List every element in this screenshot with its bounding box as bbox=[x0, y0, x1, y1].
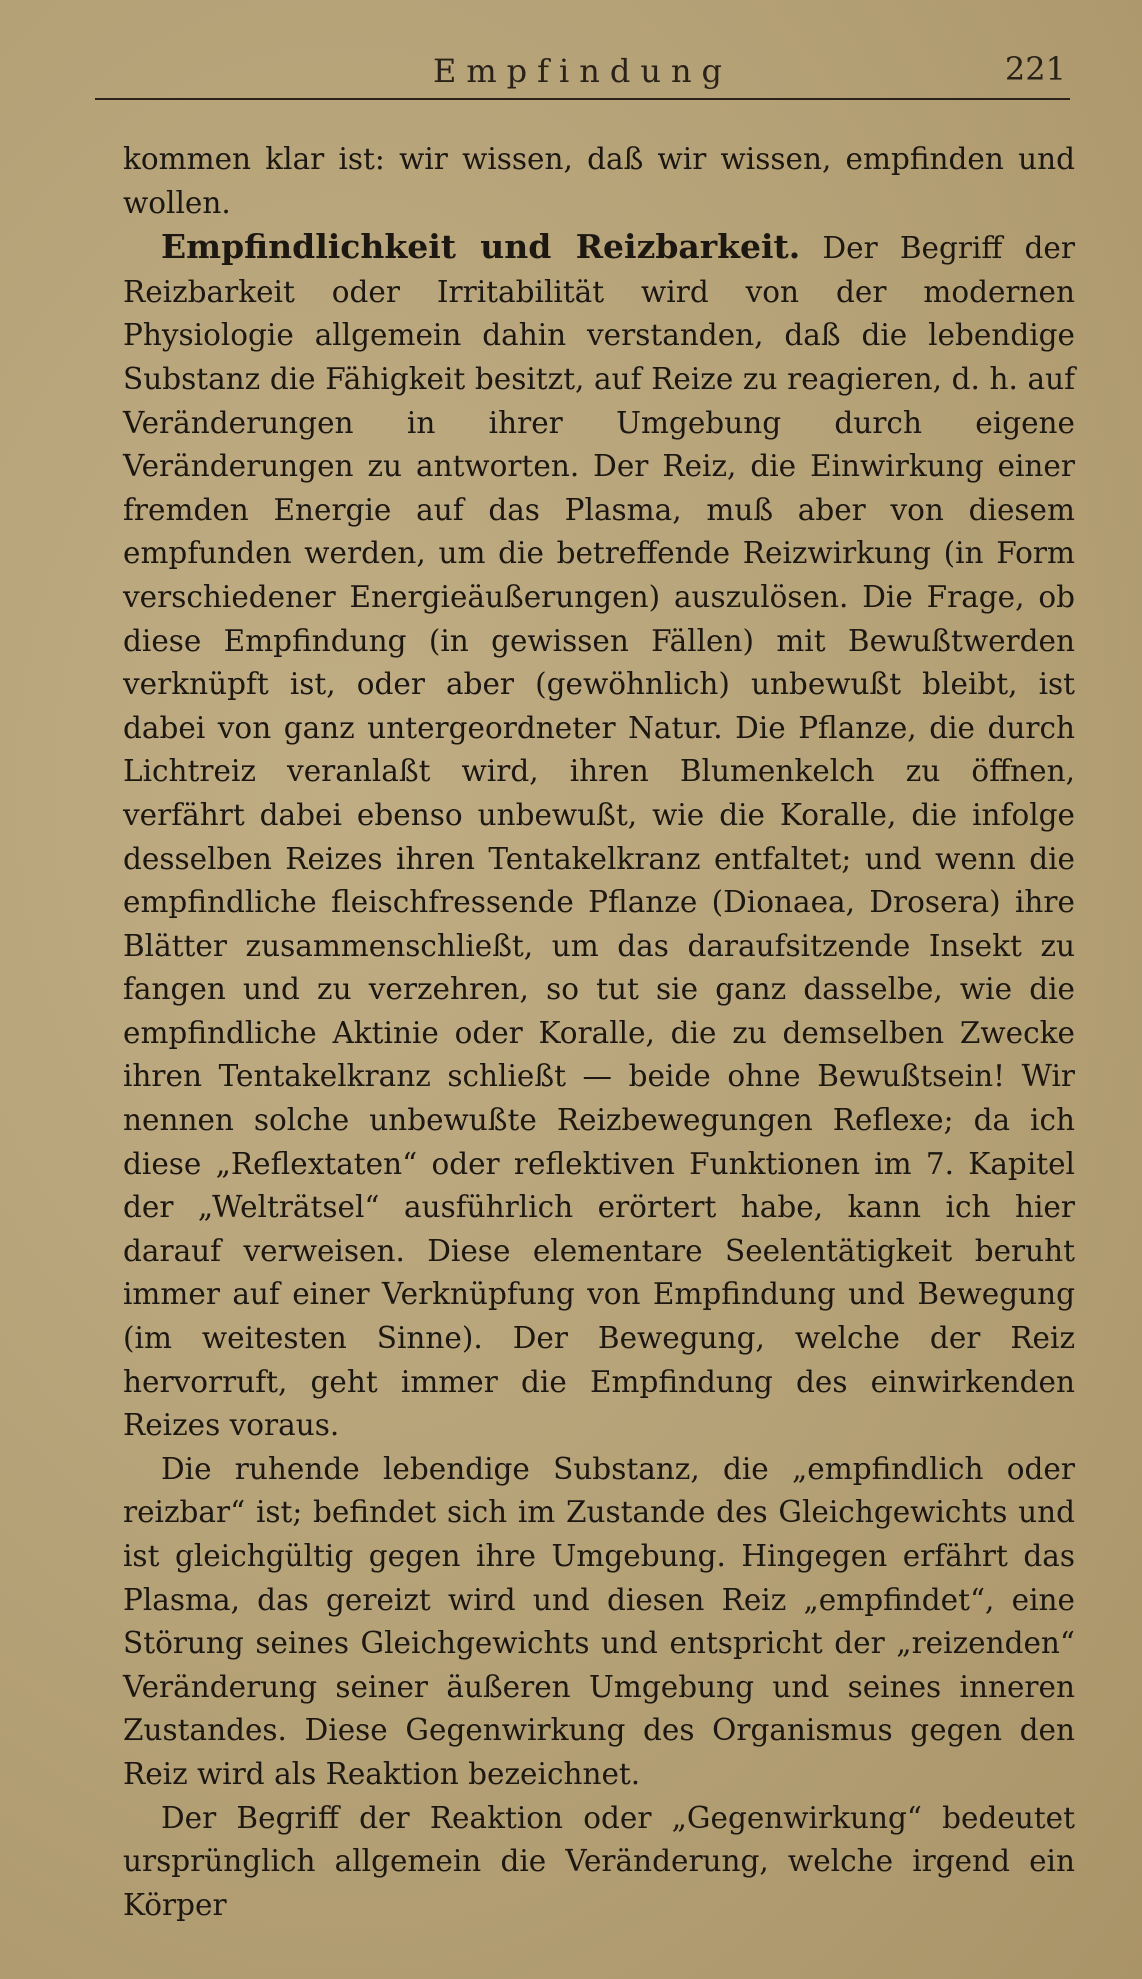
page-number: 221 bbox=[1004, 50, 1066, 88]
paragraph: Die ruhende lebendige Substanz, die „empfindlich oder reizbar“ ist; befindet sich im Zustande des Gleichgewichts und ist gleichgültig gegen ihre Umgebung. Hingegen erfährt das Plasma, das gereizt wird und diesen Reiz „empfindet“, eine Störung seines Gleichgewichts und entspricht der „reizenden“ Veränderung seiner äußeren Umgebung und seines inneren Zustandes. Diese Gegenwirkung des Organismus gegen den Reiz wird als Reaktion bezeichnet. bbox=[123, 1451, 1075, 1791]
paragraph: Der Begriff der Reaktion oder „Gegenwirkung“ bedeutet ursprünglich allgemein die Veränderung, welche irgend ein Körper bbox=[123, 1800, 1075, 1922]
section-heading: Empfindlichkeit und Reizbarkeit. bbox=[161, 227, 801, 267]
page-header bbox=[95, 52, 1070, 102]
paragraph-section-start bbox=[123, 225, 1075, 1448]
paragraph-text: Der Begriff der Reizbarkeit oder Irritabilität wird von der modernen Physiologie allgemein dahin verstanden, daß die lebendige Substanz die Fähigkeit besitzt, auf Reize zu reagieren, d. h. auf Veränderungen in ihrer Umgebung durch eigene Veränderungen zu antworten. Der Reiz, die Einwirkung einer fremden Energie auf das Plasma, muß aber von diesem empfunden werden, um die betreffende Reizwirkung (in Form verschiedener Energieäußerungen) auszulösen. Die Frage, ob diese Empfindung (in gewissen Fällen) mit Bewußtwerden verknüpft ist, oder aber (gewöhnlich) unbewußt bleibt, ist dabei von ganz untergeordneter Natur. Die Pflanze, die durch Lichtreiz veranlaßt wird, ihren Blumenkelch zu öffnen, verfährt dabei ebenso unbewußt, wie die Koralle, die infolge desselben Reizes ihren Tentakelkranz entfaltet; und wenn die empfindliche fleischfressende Pflanze (Dionaea, Drosera) ihre Blätter zusammenschließt, um das daraufsitzende Insekt zu fangen und zu verzehren, so tut sie ganz dasselbe, wie die empfindliche Aktinie oder Koralle, die zu demselben Zwecke ihren Tentakelkranz schließt — beide ohne Bewußtsein! Wir nennen solche unbewußte Reizbewegungen Reflexe; da ich diese „Reflextaten“ oder reflektiven Funktionen im 7. Kapitel der „Welträtsel“ ausführlich erörtert habe, kann ich hier darauf verweisen. Diese elementare Seelentätigkeit beruht immer auf einer Verknüpfung von Empfindung und Bewegung (im weitesten Sinne). Der Bewegung, welche der Reiz hervorruft, geht immer die Empfindung des einwirkenden Reizes voraus. bbox=[123, 231, 1075, 1443]
header-rule bbox=[95, 98, 1070, 100]
body-text bbox=[123, 138, 1075, 1927]
running-title: Empfindung bbox=[432, 52, 733, 90]
paragraph-continuation: kommen klar ist: wir wissen, daß wir wissen, empfinden und wollen. bbox=[123, 142, 1075, 220]
